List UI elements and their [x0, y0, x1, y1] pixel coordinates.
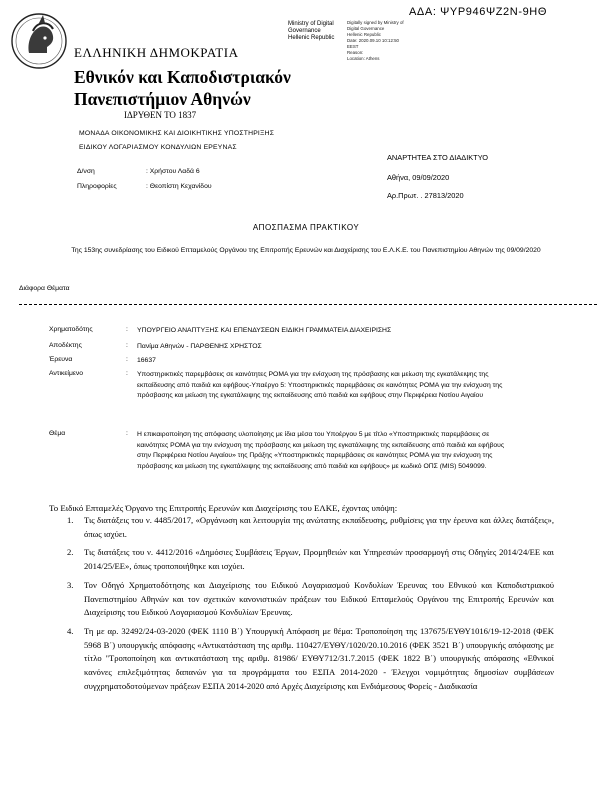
info-value: : Θεοπίστη Κεχανίδου	[146, 183, 212, 190]
topic-label: Θέμα	[49, 430, 66, 437]
digital-signature-block: Digitally signed by Ministry of Digital Governance Hellenic Republic Date: 2020.09.10 10:12:50 EEST Reason: Location: Athens	[347, 20, 404, 61]
address-label: Δ/νση	[77, 168, 95, 175]
post-online-label: ΑΝΑΡΤΗΤΕΑ ΣΤΟ ΔΙΑΔΙΚΤΥΟ	[387, 153, 488, 162]
subject-label: Αντικείμενο	[49, 370, 84, 377]
list-item: 1. Τις διατάξεις του ν. 4485/2017, «Οργάνωση και λειτουργία της ανώτατης εκπαίδευσης, ρυθμίσεις για την έρευνα και άλλες διατάξεις», όπως ισχύει.	[67, 515, 554, 539]
field-colon: :	[126, 342, 128, 349]
recipient-value: Πανίμα Αθηνών - ΠΑΡΘΕΝΗΣ ΧΡΗΣΤΟΣ	[137, 343, 262, 350]
field-colon: :	[126, 430, 128, 437]
section-label: Διάφορα Θέματα	[19, 285, 70, 292]
list-item: 4. Τη με αρ. 32492/24-03-2020 (ΦΕΚ 1110 Β΄) Υπουργική Απόφαση με θέμα: Τροποποίηση της 137675/ΕΥΘΥ1016/19-12-2018 (ΦΕΚ 5968 Β΄) υπουργικής απόφασης «Αντικατάσταση της αριθμ. 110427/ΕΥΘΥ/1020/20.10.2016 (ΦΕΚ 3521 Β΄) υπουργικής απόφασης με τίτλο ''Τροποποίηση και αντικατάσταση της αριθμ. 81986/ ΕΥΘΥ712/31.7.2015 (ΦΕΚ 1822 Β΄) υπουργικής απόφασης «Εθνικοί κανόνες επιλεξιμότητας δαπανών για τα προγράμματα του ΕΣΠΑ 2014-2020 - Έλεγχοι νομιμότητας δημοσίων συμβάσεων συγχρηματοδοτούμενων πράξεων ΕΣΠΑ 2014-2020 από Αρχές Διαχείρισης και Ενδιάμεσους Φορείς - Διαδικασία	[67, 625, 554, 691]
extract-title: ΑΠΟΣΠΑΣΜΑ ΠΡΑΚΤΙΚΟΥ	[252, 223, 360, 232]
state-name: ΕΛΛΗΝΙΚΗ ΔΗΜΟΚΡΑΤΙΑ	[74, 45, 239, 60]
research-value: 16637	[137, 357, 156, 364]
digital-governance-label: Ministry of Digital Governance Hellenic Republic	[288, 21, 335, 41]
field-colon: :	[126, 356, 128, 363]
meeting-description: Της 153ης συνεδρίασης του Ειδικού Επταμελούς Οργάνου της Επιτροπής Ερευνών και Διαχείρισης του Ε.Λ.Κ.Ε. του Πανεπιστημίου Αθηνών της 09/09/2020	[71, 247, 541, 254]
subject-value: Υποστηρικτικές παρεμβάσεις σε καινότητες ΡΟΜΑ για την ενίσχυση της πρόσβασης και μείωση της εγκατάλειψης της εκπαίδευσης από παιδιά και εφήβους-Υπαέργο 5: Υποστηρικτικές παρεμβάσεις σε καινότητες ΡΟΜΑ για την ενίσχυση της πρόσβασης και μείωση της εγκατάλειψης της εκπαίδευσης από παιδιά και εφήβους στην Περιφέρεια Νοτίου Αιγαίου	[137, 371, 503, 400]
considerations-list	[49, 514, 554, 698]
funder-label: Χρηματοδότης	[49, 326, 93, 333]
research-label: Έρευνα	[49, 356, 73, 363]
dashed-divider	[19, 304, 597, 305]
address-value: : Χρήστου Λαδά 6	[146, 168, 200, 175]
document-date: Αθήνα, 09/09/2020	[387, 173, 450, 182]
list-item: 2. Τις διατάξεις του ν. 4412/2016 «Δημόσιες Συμβάσεις Έργων, Προμηθειών και Υπηρεσιών προσαρμογή στις Οδηγίες 2014/24/ΕΕ και 2014/25/ΕΕ», όπως τροποποιήθηκε και ισχύει.	[67, 547, 554, 572]
funder-value: ΥΠΟΥΡΓΕΙΟ ΑΝΑΠΤΥΞΗΣ ΚΑΙ ΕΠΕΝΔΥΣΕΩΝ ΕΙΔΙΚΗ ΓΡΑΜΜΑΤΕΙΑ ΔΙΑΧΕΙΡΙΣΗΣ	[137, 327, 392, 334]
founded-year: ΙΔΡΥΘΕΝ ΤΟ 1837	[124, 110, 197, 120]
intro-text: Το Ειδικό Επταμελές Όργανο της Επιτροπής Ερευνών και Διαχείρισης του ΕΛΚΕ, έχοντας υπόψη:	[49, 503, 398, 513]
info-label: Πληροφορίες	[77, 183, 117, 190]
university-name: Εθνικόν και Καποδιστριακόν Πανεπιστήμιον Αθηνών	[74, 67, 291, 109]
list-item: 3. Τον Οδηγό Χρηματοδότησης και Διαχείρισης του Ειδικού Λογαριασμού Κονδυλίων Έρευνας του Εθνικού και Καποδιστριακού Πανεπιστημίου Αθηνών και τον σχετικών κανονιστικών πράξεων του Ειδικού Επταμελούς Οργάνου της Επιτροπής Ερευνών και Διαχείρισης του Ειδικού Λογαριασμού Κονδυλίων Έρευνας.	[67, 579, 554, 618]
topic-value: Η επικαιροποίηση της απόφασης υλοποίησης με ίδια μέσα του Υποέργου 5 με τίτλο «Υποστηρικτικές παρεμβάσεις σε καινότητες ΡΟΜΑ για την ενίσχυση της πρόσβασης και μείωση της εγκατάλειψης της εκπαίδευσης από παιδιά και εφήβους στην Περιφέρεια Νοτίου Αιγαίου» της Πράξης «Υποστηρικτικές παρεμβάσεις σε καινότητες ΡΟΜΑ για την ενίσχυση της πρόσβασης και μείωση της εγκατάλειψης της εκπαίδευσης από παιδιά και εφήβους» με κωδικό ΟΠΣ (MIS) 5049099.	[137, 431, 505, 470]
ada-code: ΑΔΑ: ΨΥΡ946ΨΖ2Ν-9ΗΘ	[409, 6, 548, 18]
field-colon: :	[126, 326, 128, 333]
recipient-label: Αποδέκτης	[49, 342, 82, 349]
unit-name: ΜΟΝΑΔΑ ΟΙΚΟΝΟΜΙΚΗΣ ΚΑΙ ΔΙΟΙΚΗΤΙΚΗΣ ΥΠΟΣΤΗΡΙΞΗΣ ΕΙΔΙΚΟΥ ΛΟΓΑΡΙΑΣΜΟΥ ΚΟΝΔΥΛΙΩΝ ΕΡΕΥΝΑΣ	[79, 130, 275, 151]
protocol-number: Αρ.Πρωτ. . 27813/2020	[387, 191, 464, 200]
athena-crest-icon	[9, 9, 69, 73]
field-colon: :	[126, 370, 128, 377]
